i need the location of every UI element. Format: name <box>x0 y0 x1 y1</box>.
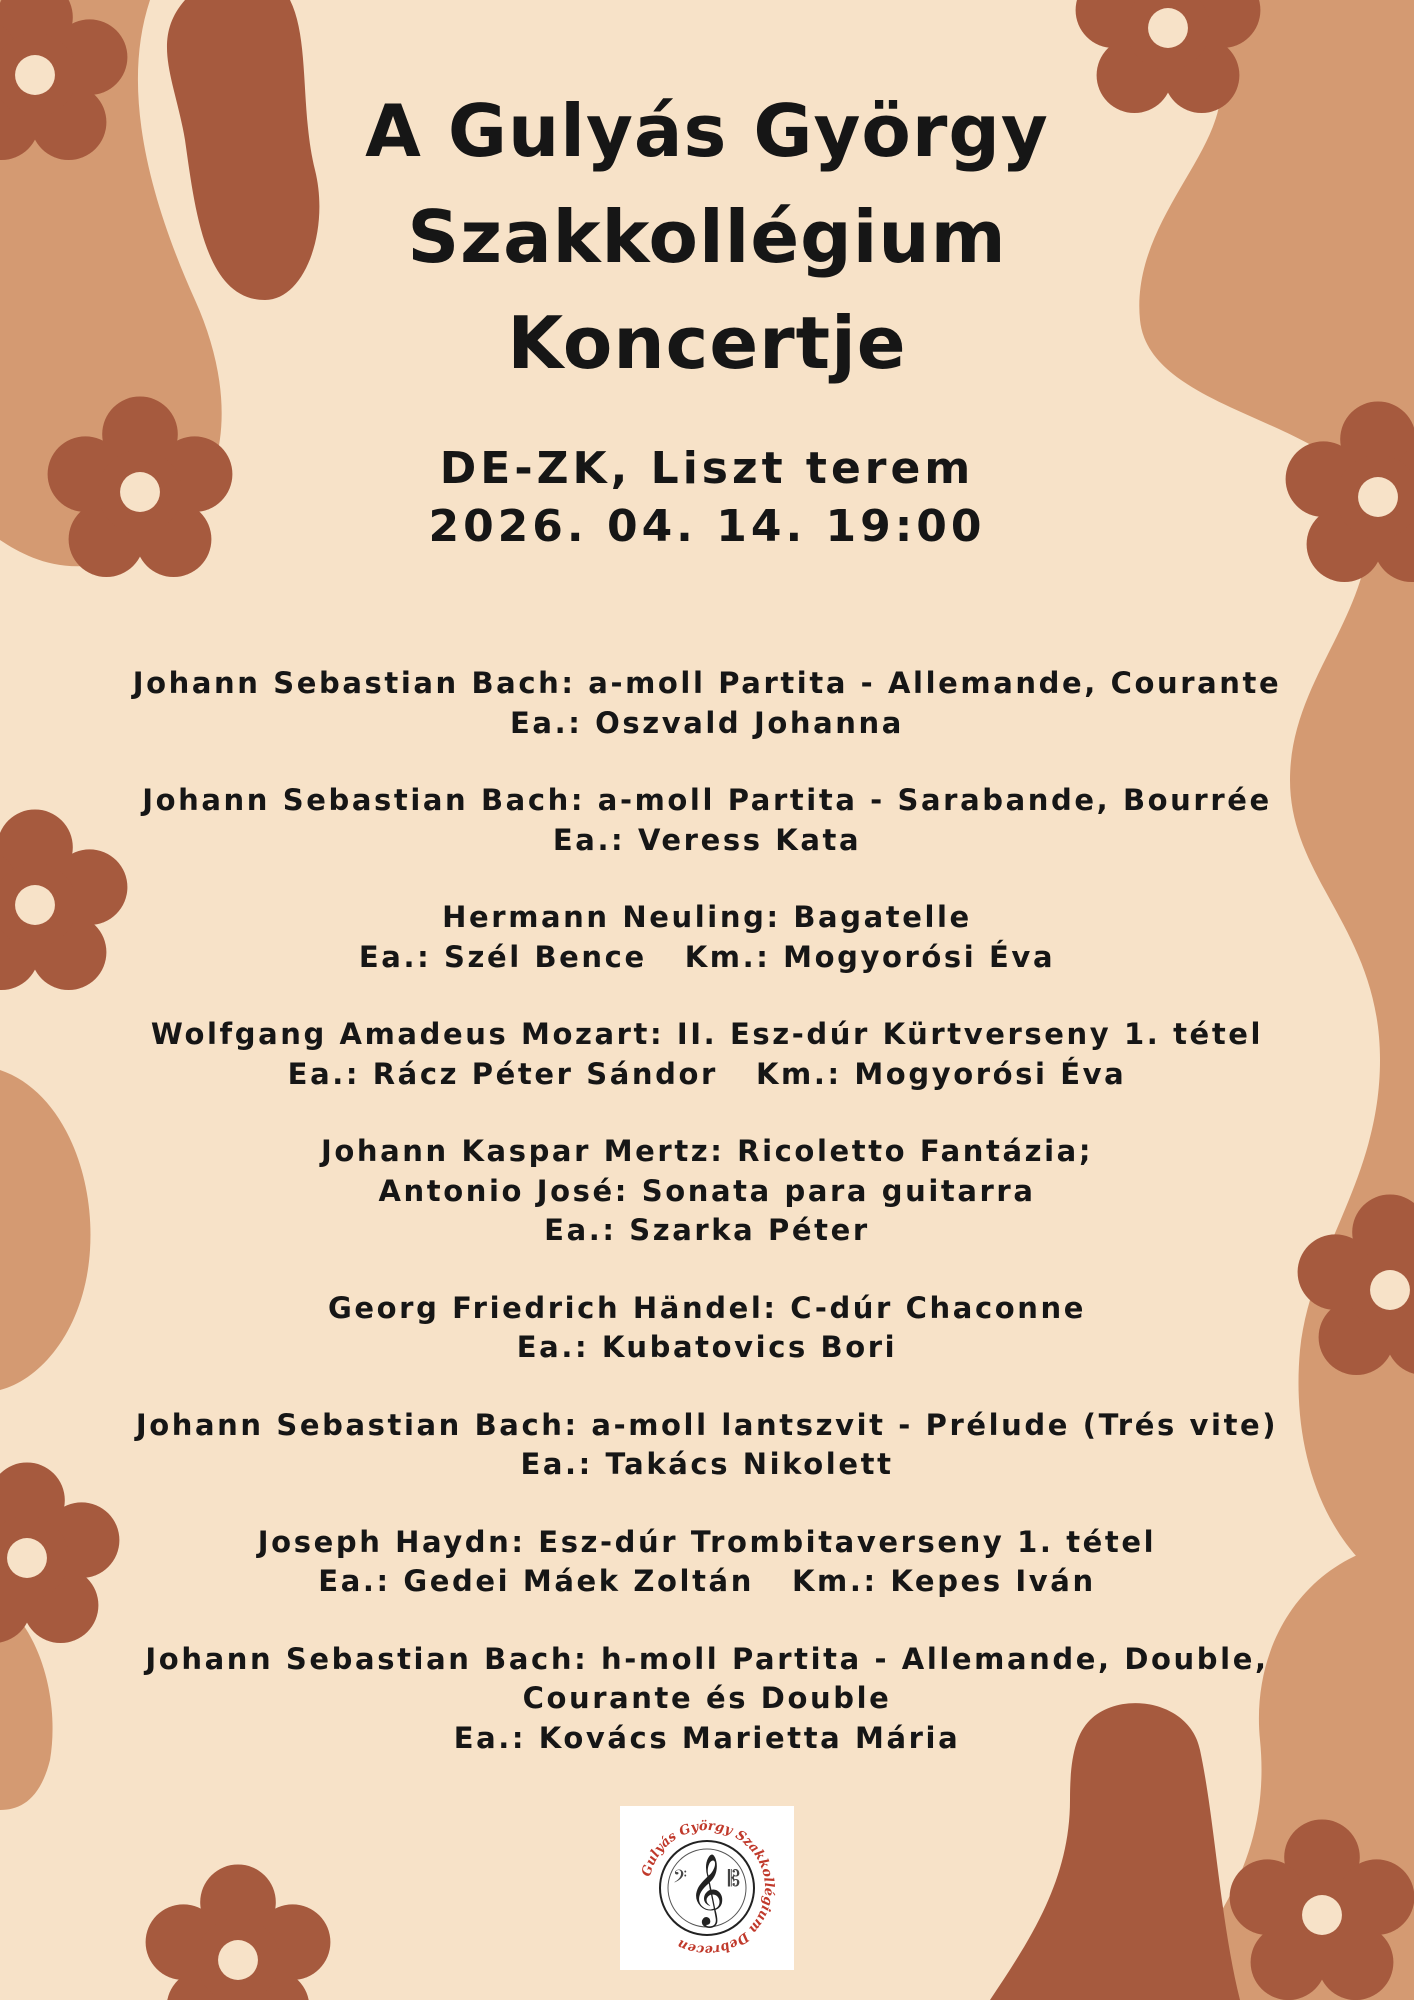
college-logo <box>620 1806 794 1970</box>
alto-clef-icon: 𝄡 <box>727 1867 741 1892</box>
accompanist: Km.: Mogyorósi Éva <box>755 1056 1127 1091</box>
performer: Ea.: Rácz Péter Sándor <box>287 1056 718 1091</box>
piece-title: Wolfgang Amadeus Mozart: II. Esz-dúr Kürtverseny 1. tétel <box>150 1017 1264 1051</box>
performer-line <box>60 1719 1354 1759</box>
logo-emblem <box>620 1806 794 1970</box>
performer-line <box>60 821 1354 861</box>
event-datetime: 2026. 04. 14. 19:00 <box>428 501 986 552</box>
performer-line <box>60 1055 1354 1095</box>
venue-block <box>0 440 1414 556</box>
program-item <box>60 664 1354 743</box>
program-item <box>60 1640 1354 1759</box>
program-item <box>60 1406 1354 1485</box>
piece-title: Hermann Neuling: Bagatelle <box>442 900 972 934</box>
logo-ring-text: Gulyás György Szakkollégium Debrecen <box>639 1818 777 1958</box>
piece-title: Joseph Haydn: Esz-dúr Trombitaverseny 1. tétel <box>257 1524 1157 1559</box>
performer-line <box>60 938 1354 978</box>
piece-title: Johann Sebastian Bach: a-moll Partita - Sarabande, Bourrée <box>142 783 1272 817</box>
title-line-2: Szakkollégium <box>407 195 1007 279</box>
performer: Ea.: Oszvald Johanna <box>510 705 904 740</box>
performer-line <box>60 1328 1354 1368</box>
venue-name: DE-ZK, Liszt terem <box>439 443 975 494</box>
piece-title: Johann Sebastian Bach: a-moll Partita - Allemande, Courante <box>132 666 1282 700</box>
accompanist: Km.: Mogyorósi Éva <box>684 939 1056 974</box>
title-line-1: A Gulyás György <box>365 89 1049 173</box>
piece-title: Antonio José: Sonata para guitarra <box>378 1173 1036 1208</box>
performer: Ea.: Gedei Máek Zoltán <box>318 1564 754 1598</box>
performer-line <box>60 1445 1354 1485</box>
piece-title: Johann Sebastian Bach: a-moll lantszvit - Prélude (Trés vite) <box>135 1407 1279 1442</box>
performer: Ea.: Kovács Marietta Mária <box>453 1720 961 1755</box>
treble-clef-icon: 𝄞 <box>688 1852 726 1925</box>
performer: Ea.: Szarka Péter <box>544 1213 870 1247</box>
program-item <box>60 1289 1354 1368</box>
program-item <box>60 1132 1354 1251</box>
program-item <box>60 1015 1354 1094</box>
program-item <box>60 781 1354 860</box>
performer-line <box>60 1211 1354 1251</box>
performer: Ea.: Kubatovics Bori <box>516 1330 898 1364</box>
performer: Ea.: Szél Bence <box>358 939 647 974</box>
piece-title: Johann Sebastian Bach: h-moll Partita - Allemande, Double, <box>145 1641 1269 1676</box>
performer-line <box>60 1562 1354 1602</box>
program-item <box>60 1523 1354 1602</box>
program-list <box>60 664 1354 1796</box>
piece-title: Johann Kaspar Mertz: Ricoletto Fantázia; <box>320 1134 1094 1168</box>
performer-line <box>60 704 1354 744</box>
title-line-3: Koncertje <box>507 301 907 385</box>
performer: Ea.: Veress Kata <box>552 822 862 857</box>
accompanist: Km.: Kepes Iván <box>791 1564 1096 1598</box>
piece-title: Georg Friedrich Händel: C-dúr Chaconne <box>327 1290 1087 1325</box>
piece-title: Courante és Double <box>522 1681 892 1715</box>
poster-title <box>0 78 1414 396</box>
program-item <box>60 898 1354 977</box>
performer: Ea.: Takács Nikolett <box>520 1447 894 1481</box>
bass-clef-icon: 𝄢 <box>672 1867 688 1892</box>
